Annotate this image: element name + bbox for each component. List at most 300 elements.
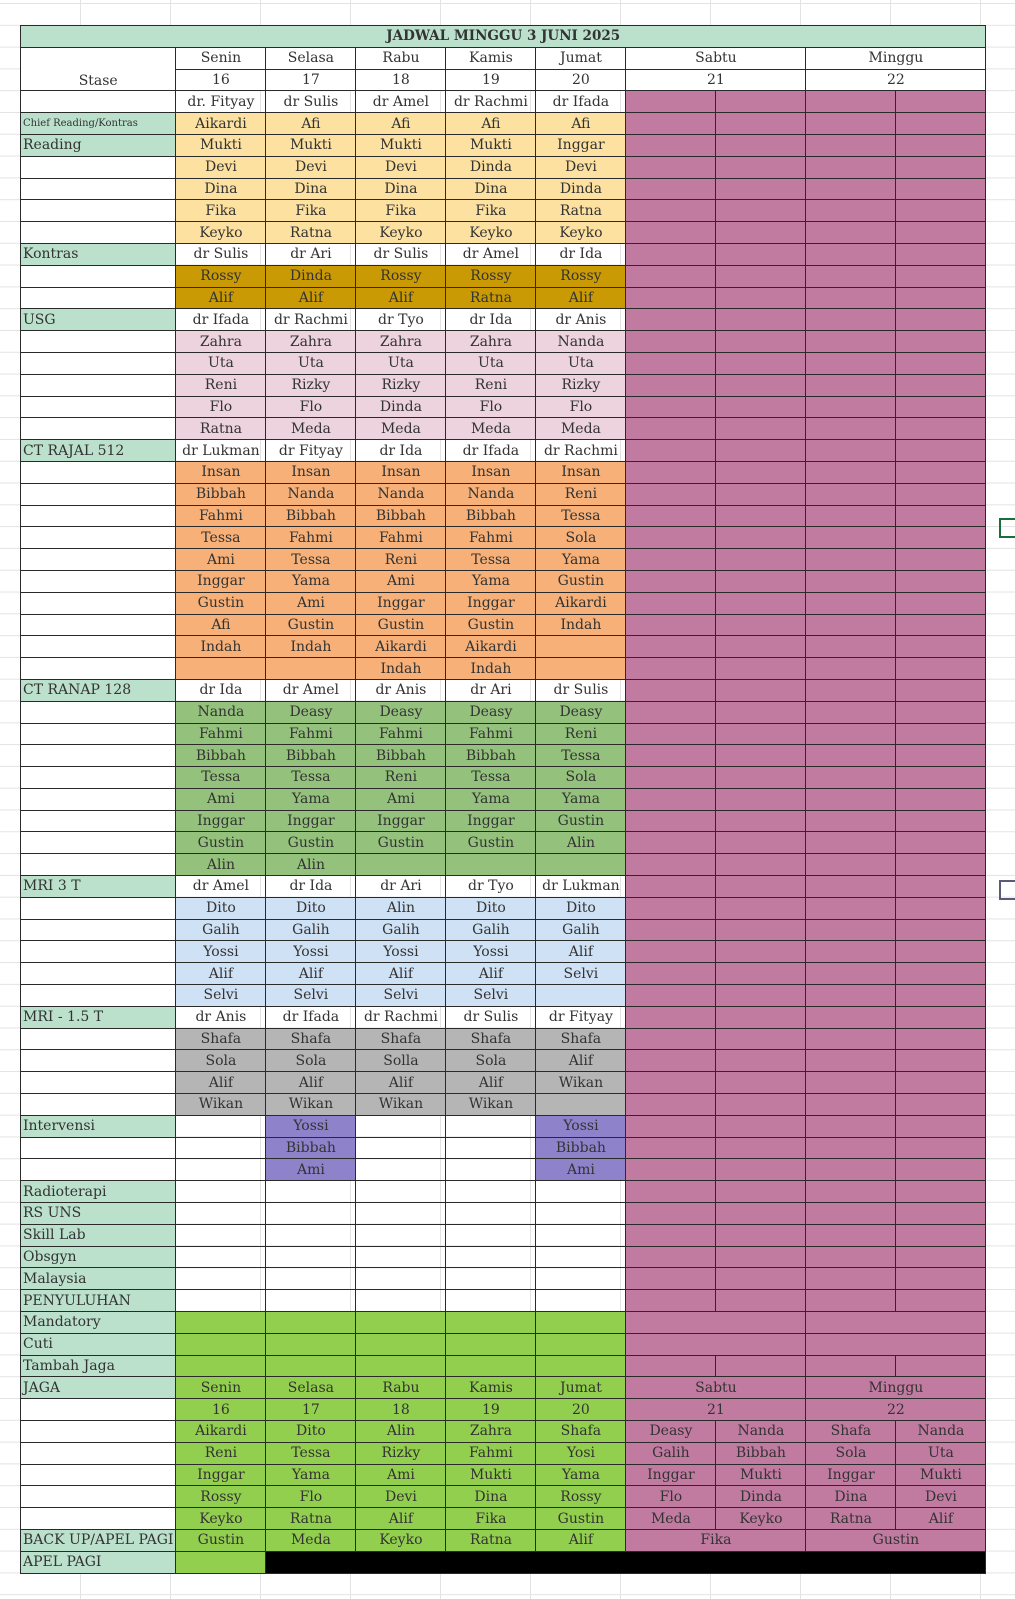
- weekend-cell[interactable]: [626, 309, 716, 331]
- schedule-cell[interactable]: Sola: [536, 527, 626, 549]
- schedule-cell[interactable]: [446, 1246, 536, 1268]
- schedule-cell[interactable]: Alin: [356, 897, 446, 919]
- jaga-cell[interactable]: Deasy: [626, 1421, 716, 1443]
- weekend-cell[interactable]: [716, 527, 806, 549]
- weekend-cell[interactable]: [806, 1006, 896, 1028]
- weekend-cell[interactable]: [806, 1268, 896, 1290]
- schedule-cell[interactable]: dr Sulis: [536, 679, 626, 701]
- row-label[interactable]: [21, 745, 176, 767]
- weekend-cell[interactable]: [896, 592, 986, 614]
- schedule-cell[interactable]: Ami: [176, 788, 266, 810]
- schedule-cell[interactable]: [176, 1115, 266, 1137]
- weekend-cell[interactable]: [626, 1333, 806, 1355]
- weekend-cell[interactable]: [896, 265, 986, 287]
- schedule-cell[interactable]: Yossi: [536, 1115, 626, 1137]
- schedule-cell[interactable]: [536, 1203, 626, 1225]
- weekend-cell[interactable]: [626, 396, 716, 418]
- jaga-day[interactable]: Senin: [176, 1377, 266, 1399]
- weekend-cell[interactable]: [806, 178, 896, 200]
- date-header-sabtu[interactable]: 21: [626, 69, 806, 91]
- weekend-cell[interactable]: [716, 985, 806, 1007]
- schedule-cell[interactable]: Yossi: [446, 941, 536, 963]
- weekend-cell[interactable]: [896, 745, 986, 767]
- weekend-cell[interactable]: [716, 156, 806, 178]
- weekend-cell[interactable]: [716, 723, 806, 745]
- backup-sabtu[interactable]: Fika: [626, 1529, 806, 1551]
- schedule-cell[interactable]: [356, 1203, 446, 1225]
- jaga-cell[interactable]: Inggar: [176, 1464, 266, 1486]
- doctor-cell[interactable]: dr Sulis: [266, 91, 356, 113]
- row-label[interactable]: [21, 156, 176, 178]
- schedule-cell[interactable]: Afi: [446, 113, 536, 135]
- schedule-cell[interactable]: Meda: [446, 418, 536, 440]
- jaga-cell[interactable]: Mukti: [716, 1464, 806, 1486]
- schedule-cell[interactable]: Afi: [176, 614, 266, 636]
- row-label[interactable]: [21, 1421, 176, 1443]
- weekend-cell[interactable]: [626, 1246, 716, 1268]
- row-label[interactable]: PENYULUHAN: [21, 1290, 176, 1312]
- schedule-cell[interactable]: Nanda: [446, 483, 536, 505]
- weekend-cell[interactable]: [626, 1006, 716, 1028]
- weekend-cell[interactable]: [626, 636, 716, 658]
- schedule-cell[interactable]: Selvi: [356, 985, 446, 1007]
- schedule-cell[interactable]: Deasy: [356, 701, 446, 723]
- weekend-cell[interactable]: [896, 200, 986, 222]
- row-label[interactable]: [21, 1508, 176, 1530]
- jaga-day[interactable]: Jumat: [536, 1377, 626, 1399]
- schedule-cell[interactable]: Tessa: [176, 527, 266, 549]
- row-label[interactable]: [21, 810, 176, 832]
- schedule-cell[interactable]: Galih: [356, 919, 446, 941]
- schedule-cell[interactable]: Rizky: [536, 374, 626, 396]
- jaga-cell[interactable]: Mukti: [896, 1464, 986, 1486]
- schedule-cell[interactable]: Fahmi: [176, 505, 266, 527]
- schedule-cell[interactable]: Rizky: [356, 374, 446, 396]
- weekend-cell[interactable]: [806, 352, 896, 374]
- schedule-cell[interactable]: dr Rachmi: [266, 309, 356, 331]
- schedule-cell[interactable]: Alin: [176, 854, 266, 876]
- schedule-cell[interactable]: Fahmi: [176, 723, 266, 745]
- schedule-cell[interactable]: Ami: [536, 1159, 626, 1181]
- schedule-cell[interactable]: Deasy: [536, 701, 626, 723]
- weekend-cell[interactable]: [896, 134, 986, 156]
- weekend-cell[interactable]: [896, 352, 986, 374]
- jaga-day-minggu[interactable]: Minggu: [806, 1377, 986, 1399]
- weekend-cell[interactable]: [716, 592, 806, 614]
- weekend-cell[interactable]: [806, 963, 896, 985]
- weekend-cell[interactable]: [626, 113, 716, 135]
- schedule-cell[interactable]: [536, 1355, 626, 1377]
- weekend-cell[interactable]: [896, 396, 986, 418]
- weekend-cell[interactable]: [806, 810, 896, 832]
- row-label[interactable]: [21, 897, 176, 919]
- weekend-cell[interactable]: [626, 723, 716, 745]
- weekend-cell[interactable]: [716, 1094, 806, 1116]
- weekend-cell[interactable]: [896, 156, 986, 178]
- schedule-cell[interactable]: dr Ari: [446, 679, 536, 701]
- weekend-cell[interactable]: [896, 1159, 986, 1181]
- weekend-cell[interactable]: [806, 1224, 896, 1246]
- row-label[interactable]: CT RANAP 128: [21, 679, 176, 701]
- weekend-cell[interactable]: [716, 222, 806, 244]
- schedule-cell[interactable]: Alif: [176, 963, 266, 985]
- schedule-cell[interactable]: Keyko: [176, 222, 266, 244]
- schedule-cell[interactable]: Yama: [266, 788, 356, 810]
- schedule-cell[interactable]: [536, 1312, 626, 1334]
- weekend-cell[interactable]: [716, 483, 806, 505]
- backup-cell[interactable]: Ratna: [446, 1529, 536, 1551]
- row-label[interactable]: [21, 331, 176, 353]
- weekend-cell[interactable]: [806, 1094, 896, 1116]
- weekend-cell[interactable]: [716, 1028, 806, 1050]
- schedule-cell[interactable]: Bibbah: [266, 1137, 356, 1159]
- weekend-cell[interactable]: [626, 1094, 716, 1116]
- schedule-cell[interactable]: Alin: [536, 832, 626, 854]
- schedule-cell[interactable]: dr Ari: [266, 243, 356, 265]
- schedule-cell[interactable]: Fika: [176, 200, 266, 222]
- schedule-cell[interactable]: Yama: [446, 570, 536, 592]
- schedule-cell[interactable]: [446, 1203, 536, 1225]
- schedule-cell[interactable]: Fika: [446, 200, 536, 222]
- schedule-cell[interactable]: Gustin: [356, 832, 446, 854]
- schedule-cell[interactable]: Fahmi: [266, 527, 356, 549]
- weekend-cell[interactable]: [626, 287, 716, 309]
- schedule-cell[interactable]: dr Rachmi: [536, 440, 626, 462]
- schedule-cell[interactable]: dr Ifada: [176, 309, 266, 331]
- weekend-cell[interactable]: [626, 374, 716, 396]
- schedule-cell[interactable]: Alif: [446, 1072, 536, 1094]
- schedule-cell[interactable]: Zahra: [356, 331, 446, 353]
- schedule-cell[interactable]: [446, 1312, 536, 1334]
- weekend-cell[interactable]: [626, 1050, 716, 1072]
- weekend-cell[interactable]: [626, 919, 716, 941]
- weekend-cell[interactable]: [626, 91, 716, 113]
- schedule-cell[interactable]: [356, 1355, 446, 1377]
- schedule-cell[interactable]: Inggar: [446, 592, 536, 614]
- schedule-cell[interactable]: Inggar: [536, 134, 626, 156]
- schedule-cell[interactable]: Flo: [266, 396, 356, 418]
- weekend-cell[interactable]: [896, 854, 986, 876]
- schedule-cell[interactable]: Dina: [446, 178, 536, 200]
- weekend-cell[interactable]: [896, 1181, 986, 1203]
- jaga-cell[interactable]: Inggar: [806, 1464, 896, 1486]
- weekend-cell[interactable]: [626, 156, 716, 178]
- weekend-cell[interactable]: [626, 1181, 716, 1203]
- schedule-cell[interactable]: Fahmi: [356, 527, 446, 549]
- weekend-cell[interactable]: [896, 1050, 986, 1072]
- schedule-cell[interactable]: Inggar: [176, 570, 266, 592]
- jaga-cell[interactable]: Shafa: [806, 1421, 896, 1443]
- schedule-cell[interactable]: Flo: [446, 396, 536, 418]
- weekend-cell[interactable]: [896, 832, 986, 854]
- weekend-cell[interactable]: [896, 113, 986, 135]
- weekend-cell[interactable]: [716, 658, 806, 680]
- schedule-cell[interactable]: [446, 1115, 536, 1137]
- jaga-cell[interactable]: Flo: [626, 1486, 716, 1508]
- schedule-cell[interactable]: [176, 658, 266, 680]
- row-label[interactable]: Radioterapi: [21, 1181, 176, 1203]
- jaga-date[interactable]: 17: [266, 1399, 356, 1421]
- weekend-cell[interactable]: [806, 1159, 896, 1181]
- schedule-cell[interactable]: Ami: [266, 592, 356, 614]
- day-header[interactable]: Senin: [176, 47, 266, 69]
- schedule-cell[interactable]: Nanda: [536, 331, 626, 353]
- jaga-cell[interactable]: Zahra: [446, 1421, 536, 1443]
- schedule-cell[interactable]: Galih: [176, 919, 266, 941]
- schedule-cell[interactable]: Zahra: [176, 331, 266, 353]
- row-label[interactable]: [21, 461, 176, 483]
- schedule-cell[interactable]: Ratna: [536, 200, 626, 222]
- weekend-cell[interactable]: [806, 1355, 896, 1377]
- schedule-cell[interactable]: Bibbah: [266, 505, 356, 527]
- weekend-cell[interactable]: [716, 243, 806, 265]
- row-label[interactable]: Mandatory: [21, 1312, 176, 1334]
- jaga-day[interactable]: Rabu: [356, 1377, 446, 1399]
- weekend-cell[interactable]: [716, 374, 806, 396]
- weekend-cell[interactable]: [806, 1333, 986, 1355]
- weekend-cell[interactable]: [896, 527, 986, 549]
- backup-label[interactable]: BACK UP/APEL PAGI: [21, 1529, 176, 1551]
- weekend-cell[interactable]: [626, 352, 716, 374]
- jaga-cell[interactable]: Rossy: [176, 1486, 266, 1508]
- weekend-cell[interactable]: [896, 505, 986, 527]
- jaga-cell[interactable]: Dina: [806, 1486, 896, 1508]
- jaga-date-minggu[interactable]: 22: [806, 1399, 986, 1421]
- schedule-cell[interactable]: Devi: [176, 156, 266, 178]
- schedule-cell[interactable]: Aikardi: [446, 636, 536, 658]
- jaga-cell[interactable]: Keyko: [176, 1508, 266, 1530]
- weekend-cell[interactable]: [626, 331, 716, 353]
- weekend-cell[interactable]: [806, 614, 896, 636]
- schedule-cell[interactable]: [536, 1181, 626, 1203]
- jaga-date[interactable]: 16: [176, 1399, 266, 1421]
- weekend-cell[interactable]: [806, 222, 896, 244]
- schedule-cell[interactable]: Bibbah: [446, 745, 536, 767]
- schedule-cell[interactable]: [176, 1159, 266, 1181]
- schedule-cell[interactable]: Solla: [356, 1050, 446, 1072]
- schedule-cell[interactable]: Shafa: [176, 1028, 266, 1050]
- schedule-cell[interactable]: Insan: [266, 461, 356, 483]
- schedule-cell[interactable]: Devi: [536, 156, 626, 178]
- row-label[interactable]: Chief Reading/Kontras: [21, 113, 176, 135]
- schedule-cell[interactable]: dr Ida: [176, 679, 266, 701]
- schedule-cell[interactable]: Sola: [176, 1050, 266, 1072]
- weekend-cell[interactable]: [896, 636, 986, 658]
- jaga-cell[interactable]: Aikardi: [176, 1421, 266, 1443]
- jaga-cell[interactable]: Yama: [536, 1464, 626, 1486]
- jaga-cell[interactable]: Tessa: [266, 1442, 356, 1464]
- schedule-cell[interactable]: dr Ida: [536, 243, 626, 265]
- row-label[interactable]: [21, 1464, 176, 1486]
- jaga-day[interactable]: Selasa: [266, 1377, 356, 1399]
- weekend-cell[interactable]: [716, 788, 806, 810]
- day-header[interactable]: Kamis: [446, 47, 536, 69]
- weekend-cell[interactable]: [896, 1006, 986, 1028]
- schedule-cell[interactable]: [446, 1355, 536, 1377]
- schedule-cell[interactable]: [266, 658, 356, 680]
- weekend-cell[interactable]: [896, 91, 986, 113]
- schedule-cell[interactable]: Tessa: [446, 549, 536, 571]
- schedule-cell[interactable]: Rossy: [356, 265, 446, 287]
- jaga-cell[interactable]: Alin: [356, 1421, 446, 1443]
- weekend-cell[interactable]: [716, 941, 806, 963]
- jaga-date[interactable]: 19: [446, 1399, 536, 1421]
- schedule-cell[interactable]: Fika: [266, 200, 356, 222]
- schedule-cell[interactable]: Dito: [536, 897, 626, 919]
- jaga-cell[interactable]: Ratna: [266, 1508, 356, 1530]
- row-label[interactable]: MRI 3 T: [21, 876, 176, 898]
- weekend-cell[interactable]: [896, 483, 986, 505]
- row-label[interactable]: MRI - 1.5 T: [21, 1006, 176, 1028]
- row-label[interactable]: [21, 418, 176, 440]
- schedule-cell[interactable]: Tessa: [536, 745, 626, 767]
- schedule-cell[interactable]: Fika: [356, 200, 446, 222]
- schedule-cell[interactable]: [266, 1224, 356, 1246]
- schedule-cell[interactable]: Nanda: [176, 701, 266, 723]
- weekend-cell[interactable]: [716, 570, 806, 592]
- apel-cell[interactable]: [176, 1551, 266, 1573]
- schedule-cell[interactable]: Indah: [356, 658, 446, 680]
- row-label[interactable]: [21, 374, 176, 396]
- schedule-cell[interactable]: Reni: [356, 767, 446, 789]
- schedule-cell[interactable]: [356, 854, 446, 876]
- schedule-cell[interactable]: dr Amel: [266, 679, 356, 701]
- schedule-cell[interactable]: [356, 1290, 446, 1312]
- schedule-cell[interactable]: Shafa: [266, 1028, 356, 1050]
- backup-cell[interactable]: Alif: [536, 1529, 626, 1551]
- schedule-cell[interactable]: Bibbah: [536, 1137, 626, 1159]
- weekend-cell[interactable]: [626, 1290, 716, 1312]
- jaga-cell[interactable]: Mukti: [446, 1464, 536, 1486]
- row-label[interactable]: [21, 570, 176, 592]
- schedule-cell[interactable]: Aikardi: [176, 113, 266, 135]
- jaga-cell[interactable]: Yama: [266, 1464, 356, 1486]
- jaga-cell[interactable]: Nanda: [716, 1421, 806, 1443]
- weekend-cell[interactable]: [716, 1246, 806, 1268]
- weekend-cell[interactable]: [716, 287, 806, 309]
- row-label[interactable]: [21, 941, 176, 963]
- weekend-cell[interactable]: [716, 461, 806, 483]
- schedule-cell[interactable]: Dito: [446, 897, 536, 919]
- weekend-cell[interactable]: [716, 1290, 806, 1312]
- weekend-cell[interactable]: [896, 941, 986, 963]
- weekend-cell[interactable]: [716, 1050, 806, 1072]
- weekend-cell[interactable]: [896, 1224, 986, 1246]
- schedule-cell[interactable]: Yama: [536, 549, 626, 571]
- schedule-cell[interactable]: Bibbah: [176, 483, 266, 505]
- schedule-cell[interactable]: [176, 1333, 266, 1355]
- schedule-cell[interactable]: Ratna: [266, 222, 356, 244]
- schedule-cell[interactable]: Alif: [266, 963, 356, 985]
- schedule-cell[interactable]: Reni: [536, 723, 626, 745]
- apel-black-bar[interactable]: [266, 1551, 986, 1573]
- schedule-cell[interactable]: Bibbah: [446, 505, 536, 527]
- schedule-cell[interactable]: Gustin: [536, 570, 626, 592]
- schedule-cell[interactable]: Fahmi: [446, 723, 536, 745]
- weekend-cell[interactable]: [716, 91, 806, 113]
- weekend-cell[interactable]: [626, 1203, 716, 1225]
- schedule-cell[interactable]: [356, 1333, 446, 1355]
- row-label[interactable]: [21, 1486, 176, 1508]
- schedule-cell[interactable]: Uta: [266, 352, 356, 374]
- schedule-cell[interactable]: Tessa: [536, 505, 626, 527]
- schedule-cell[interactable]: Ratna: [176, 418, 266, 440]
- schedule-cell[interactable]: Yossi: [176, 941, 266, 963]
- schedule-cell[interactable]: Uta: [536, 352, 626, 374]
- row-label[interactable]: Cuti: [21, 1333, 176, 1355]
- schedule-cell[interactable]: dr Sulis: [176, 243, 266, 265]
- jaga-cell[interactable]: Flo: [266, 1486, 356, 1508]
- row-label[interactable]: [21, 91, 176, 113]
- weekend-cell[interactable]: [626, 200, 716, 222]
- schedule-cell[interactable]: Keyko: [356, 222, 446, 244]
- schedule-cell[interactable]: Alif: [266, 1072, 356, 1094]
- row-label[interactable]: [21, 919, 176, 941]
- jaga-cell[interactable]: Rossy: [536, 1486, 626, 1508]
- weekend-cell[interactable]: [716, 418, 806, 440]
- schedule-cell[interactable]: Bibbah: [266, 745, 356, 767]
- weekend-cell[interactable]: [626, 1028, 716, 1050]
- schedule-cell[interactable]: dr Fityay: [266, 440, 356, 462]
- date-header[interactable]: 20: [536, 69, 626, 91]
- day-header[interactable]: Jumat: [536, 47, 626, 69]
- weekend-cell[interactable]: [716, 200, 806, 222]
- weekend-cell[interactable]: [716, 963, 806, 985]
- weekend-cell[interactable]: [716, 331, 806, 353]
- weekend-cell[interactable]: [626, 265, 716, 287]
- weekend-cell[interactable]: [806, 1290, 896, 1312]
- weekend-cell[interactable]: [806, 483, 896, 505]
- weekend-cell[interactable]: [806, 788, 896, 810]
- weekend-cell[interactable]: [896, 331, 986, 353]
- schedule-cell[interactable]: Gustin: [446, 614, 536, 636]
- schedule-cell[interactable]: Inggar: [356, 592, 446, 614]
- weekend-cell[interactable]: [716, 134, 806, 156]
- schedule-cell[interactable]: Wikan: [266, 1094, 356, 1116]
- weekend-cell[interactable]: [806, 440, 896, 462]
- schedule-cell[interactable]: [446, 1159, 536, 1181]
- weekend-cell[interactable]: [716, 636, 806, 658]
- schedule-cell[interactable]: [176, 1290, 266, 1312]
- row-label[interactable]: [21, 963, 176, 985]
- schedule-cell[interactable]: [356, 1137, 446, 1159]
- jaga-cell[interactable]: Reni: [176, 1442, 266, 1464]
- row-label[interactable]: Kontras: [21, 243, 176, 265]
- weekend-cell[interactable]: [806, 854, 896, 876]
- weekend-cell[interactable]: [896, 461, 986, 483]
- weekend-cell[interactable]: [896, 222, 986, 244]
- schedule-cell[interactable]: Tessa: [266, 767, 356, 789]
- schedule-cell[interactable]: Zahra: [266, 331, 356, 353]
- weekend-cell[interactable]: [896, 374, 986, 396]
- row-label[interactable]: Skill Lab: [21, 1224, 176, 1246]
- backup-cell[interactable]: Keyko: [356, 1529, 446, 1551]
- schedule-cell[interactable]: [176, 1181, 266, 1203]
- weekend-cell[interactable]: [896, 1094, 986, 1116]
- schedule-cell[interactable]: Alif: [536, 941, 626, 963]
- day-header-minggu[interactable]: Minggu: [806, 47, 986, 69]
- schedule-cell[interactable]: Uta: [356, 352, 446, 374]
- schedule-cell[interactable]: Inggar: [446, 810, 536, 832]
- schedule-cell[interactable]: Bibbah: [356, 745, 446, 767]
- schedule-cell[interactable]: Flo: [176, 396, 266, 418]
- schedule-cell[interactable]: Fahmi: [266, 723, 356, 745]
- schedule-cell[interactable]: [176, 1224, 266, 1246]
- row-label[interactable]: [21, 527, 176, 549]
- schedule-cell[interactable]: Gustin: [176, 592, 266, 614]
- backup-cell[interactable]: Gustin: [176, 1529, 266, 1551]
- schedule-cell[interactable]: dr Anis: [536, 309, 626, 331]
